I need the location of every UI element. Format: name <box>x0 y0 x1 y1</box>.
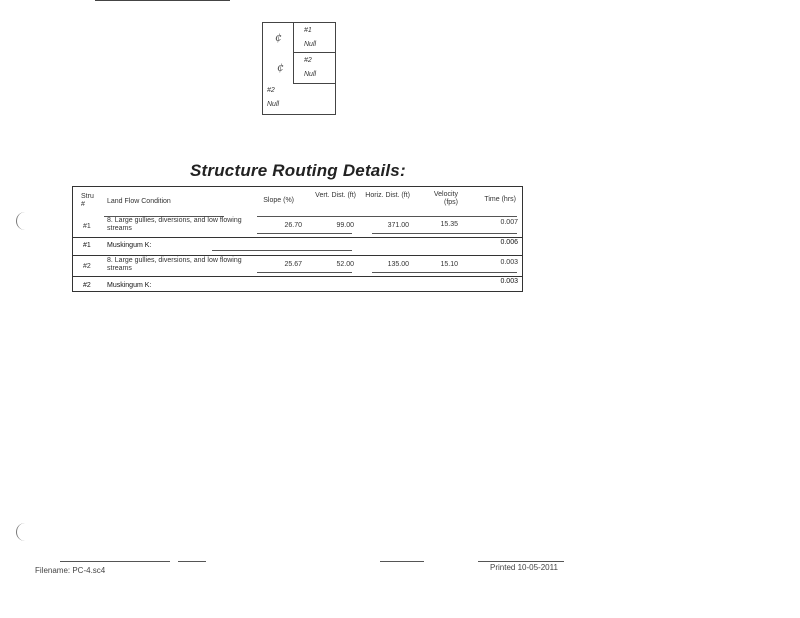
row-3-stru: #2 <box>83 263 91 270</box>
row-separator-3 <box>72 276 523 277</box>
footer-rule-1 <box>60 561 170 562</box>
row-3-underline-a <box>257 272 352 273</box>
row-3-velocity: 15.10 <box>440 261 458 268</box>
row-3-horiz: 135.00 <box>387 261 409 268</box>
structure-symbol-1: ¢ <box>275 31 282 44</box>
row-4-method: Muskingum K: <box>107 282 152 289</box>
footer-rule-2 <box>178 561 206 562</box>
row-3-vert: 52.00 <box>336 261 354 268</box>
header-land-flow: Land Flow Condition <box>107 198 171 205</box>
section-title: Structure Routing Details: <box>190 161 406 180</box>
row-1-velocity: 15.35 <box>440 221 458 228</box>
footer-rule-3 <box>380 561 424 562</box>
row-3-time: 0.003 <box>500 259 518 266</box>
header-stru: Stru # <box>81 193 94 208</box>
routing-diagram <box>262 22 336 115</box>
header-vert: Vert. Dist. (ft) <box>315 192 356 199</box>
row-1-slope: 26.70 <box>284 222 302 229</box>
footer-rule-4 <box>478 561 564 562</box>
node-1-sub: Null <box>304 41 317 48</box>
node-3-label: #2 <box>267 87 275 94</box>
row-1-underline-b <box>372 233 517 234</box>
row-2-time: 0.006 <box>500 239 518 246</box>
row-2-underline <box>212 250 352 251</box>
header-horiz: Horiz. Dist. (ft) <box>365 192 410 199</box>
table-top-border <box>72 186 523 187</box>
row-1-vert: 99.00 <box>336 222 354 229</box>
row-3-land-flow: 8. Large gullies, diversions, and low flowing streams <box>107 257 242 272</box>
row-1-stru: #1 <box>83 223 91 230</box>
routing-table <box>72 186 523 292</box>
row-separator-2 <box>72 255 523 256</box>
node-2-label: #2 <box>304 57 312 64</box>
row-1-time: 0.007 <box>500 219 518 226</box>
structure-symbol-2: ¢ <box>277 61 284 74</box>
header-slope: Slope (%) <box>263 197 294 204</box>
table-bottom-border <box>72 291 523 292</box>
row-1-land-flow: 8. Large gullies, diversions, and low flowing streams <box>107 217 242 232</box>
row-2-stru: #1 <box>83 242 91 249</box>
header-underline-values <box>257 216 517 217</box>
row-1-underline-a <box>257 233 352 234</box>
header-time: Time (hrs) <box>484 196 516 203</box>
punch-hole-mark-1 <box>16 212 27 230</box>
diagram-line-1 <box>293 52 335 53</box>
footer-filename: Filename: PC-4.sc4 <box>35 566 106 575</box>
row-3-underline-b <box>372 272 517 273</box>
diagram-line-2 <box>293 83 335 84</box>
row-1-horiz: 371.00 <box>387 222 409 229</box>
row-4-stru: #2 <box>83 282 91 289</box>
row-separator-1 <box>72 237 523 238</box>
row-3-slope: 25.67 <box>284 261 302 268</box>
node-3-sub: Null <box>267 101 280 108</box>
footer-printed-date: Printed 10-05-2011 <box>490 563 558 572</box>
top-rule <box>95 0 230 1</box>
header-velocity: Velocity (fps) <box>433 191 458 206</box>
node-1-label: #1 <box>304 27 312 34</box>
punch-hole-mark-2 <box>16 523 27 541</box>
row-4-time: 0.003 <box>500 278 518 285</box>
node-2-sub: Null <box>304 71 317 78</box>
row-2-method: Muskingum K: <box>107 242 152 249</box>
diagram-vertical-line <box>293 23 294 83</box>
